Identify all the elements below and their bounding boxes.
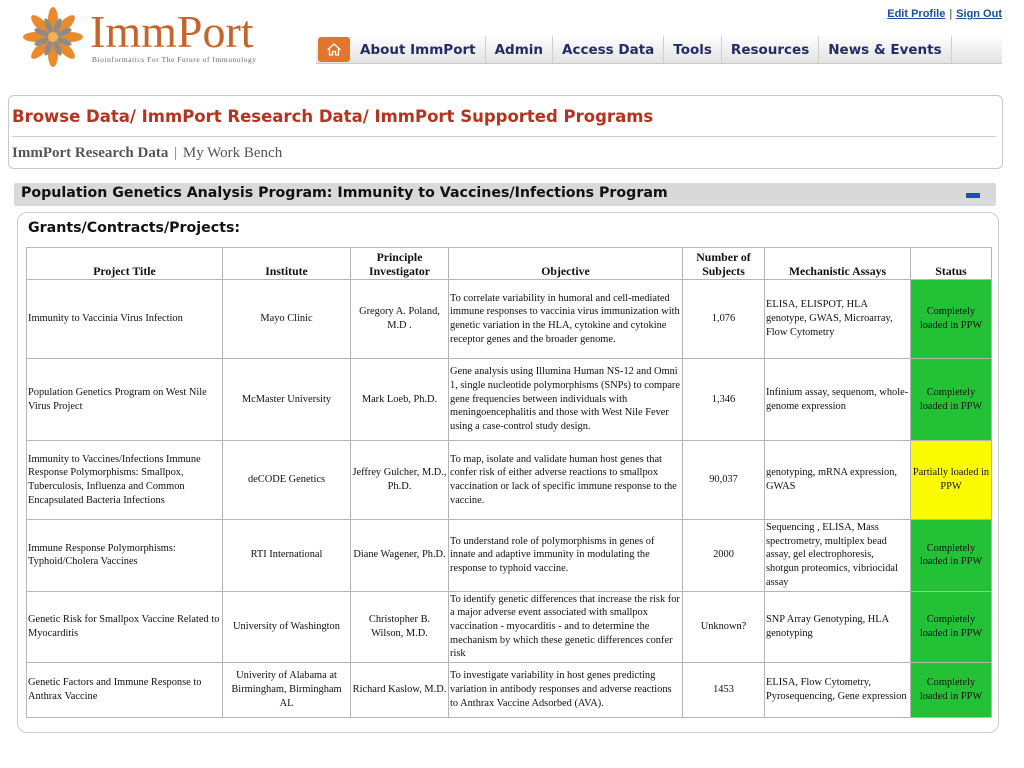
institute-cell: deCODE Genetics — [223, 441, 351, 520]
assays-cell: SNP Array Genotyping, HLA genotyping — [765, 591, 911, 663]
assays-cell: ELISA, Flow Cytometry, Pyrosequencing, Gene expression — [765, 663, 911, 718]
grants-table — [26, 247, 992, 718]
objective-cell: To correlate variability in humoral and cell-mediated immune responses to vaccinia virus immunization with genetic variation in the HLA, cytokine and cytokine receptor genes and the broader genome. — [449, 280, 683, 359]
logo-wordmark: ImmPort — [90, 6, 254, 57]
tab-separator: | — [174, 145, 178, 161]
home-button[interactable] — [318, 37, 350, 62]
objective-cell: Gene analysis using Illumina Human NS-12 and Omni 1, single nucleotide polymorphisms (SNPs) to compare gene frequencies between individuals with meningoencephalitis and those with West Nile Fever using a case-control study design. — [449, 359, 683, 441]
breadcrumb: Browse Data/ ImmPort Research Data/ ImmPort Supported Programs — [12, 107, 654, 126]
column-header: Number of Subjects — [683, 248, 765, 280]
project-title-cell: Immune Response Polymorphisms: Typhoid/Cholera Vaccines — [27, 520, 223, 592]
investigator-cell: Richard Kaslow, M.D. — [351, 663, 449, 718]
subjects-cell: 1,076 — [683, 280, 765, 359]
table-row — [27, 663, 992, 718]
project-title-cell: Immunity to Vaccinia Virus Infection — [27, 280, 223, 359]
project-title-cell: Immunity to Vaccines/Infections Immune Response Polymorphisms: Smallpox, Tuberculosis, Influenza and Common Encapsulated Bacteria Infections — [27, 441, 223, 520]
column-header: Objective — [449, 248, 683, 280]
status-badge: Completely loaded in PPW — [911, 280, 992, 359]
minus-icon[interactable] — [966, 193, 980, 198]
assays-cell: genotyping, mRNA expression, GWAS — [765, 441, 911, 520]
status-badge: Completely loaded in PPW — [911, 359, 992, 441]
subjects-cell: Unknown? — [683, 591, 765, 663]
program-section-header — [14, 183, 996, 206]
subjects-cell: 2000 — [683, 520, 765, 592]
logo-flower-icon — [22, 6, 84, 68]
investigator-cell: Christopher B. Wilson, M.D. — [351, 591, 449, 663]
workspace-tabs — [12, 145, 282, 162]
column-header: Status — [911, 248, 992, 280]
user-links-separator: | — [949, 8, 953, 20]
objective-cell: To understand role of polymorphisms in genes of innate and adaptive immunity in modulating the response to typhoid vaccine. — [449, 520, 683, 592]
table-row — [27, 520, 992, 592]
main-navbar — [316, 36, 1002, 64]
status-badge: Completely loaded in PPW — [911, 520, 992, 592]
assays-cell: ELISA, ELISPOT, HLA genotype, GWAS, Microarray, Flow Cytometry — [765, 280, 911, 359]
grants-heading: Grants/Contracts/Projects: — [28, 220, 241, 236]
objective-cell: To map, isolate and validate human host genes that confer risk of either adverse reactions to smallpox vaccination or lack of specific immune response to the vaccine. — [449, 441, 683, 520]
status-badge: Completely loaded in PPW — [911, 591, 992, 663]
nav-news-events[interactable]: News & Events — [819, 36, 951, 63]
status-badge: Partially loaded in PPW — [911, 441, 992, 520]
table-row — [27, 359, 992, 441]
objective-cell: To identify genetic differences that increase the risk for a major adverse event associated with smallpox vaccination - myocarditis - and to determine the mechanism by which these genetic differences confer risk — [449, 591, 683, 663]
edit-profile-link[interactable]: Edit Profile — [887, 8, 946, 20]
institute-cell: Mayo Clinic — [223, 280, 351, 359]
home-icon — [327, 43, 341, 56]
project-title-cell: Genetic Factors and Immune Response to Anthrax Vaccine — [27, 663, 223, 718]
table-row — [27, 441, 992, 520]
column-header: Mechanistic Assays — [765, 248, 911, 280]
objective-cell: To investigate variability in host genes predicting variation in antibody responses and adverse reactions to Anthrax Vaccine Adsorbed (AVA). — [449, 663, 683, 718]
assays-cell: Infinium assay, sequenom, whole-genome expression — [765, 359, 911, 441]
institute-cell: McMaster University — [223, 359, 351, 441]
grants-panel — [17, 212, 999, 733]
table-row — [27, 591, 992, 663]
nav-access-data[interactable]: Access Data — [553, 36, 664, 63]
user-links — [887, 8, 1002, 20]
investigator-cell: Gregory A. Poland, M.D . — [351, 280, 449, 359]
column-header: Institute — [223, 248, 351, 280]
subjects-cell: 1,346 — [683, 359, 765, 441]
breadcrumb-divider — [12, 136, 996, 137]
nav-about-immport[interactable]: About ImmPort — [351, 36, 486, 63]
institute-cell: RTI International — [223, 520, 351, 592]
program-title: Population Genetics Analysis Program: Immunity to Vaccines/Infections Program — [21, 185, 668, 201]
nav-admin[interactable]: Admin — [486, 36, 553, 63]
subjects-cell: 1453 — [683, 663, 765, 718]
project-title-cell: Population Genetics Program on West Nile Virus Project — [27, 359, 223, 441]
table-header-row — [27, 248, 992, 280]
institute-cell: University of Washington — [223, 591, 351, 663]
investigator-cell: Diane Wagener, Ph.D. — [351, 520, 449, 592]
status-badge: Completely loaded in PPW — [911, 663, 992, 718]
column-header: Principle Investigator — [351, 248, 449, 280]
breadcrumb-panel — [8, 95, 1003, 169]
immport-logo[interactable] — [22, 6, 294, 68]
investigator-cell: Mark Loeb, Ph.D. — [351, 359, 449, 441]
investigator-cell: Jeffrey Gulcher, M.D., Ph.D. — [351, 441, 449, 520]
nav-tools[interactable]: Tools — [664, 36, 722, 63]
sign-out-link[interactable]: Sign Out — [956, 8, 1002, 20]
institute-cell: Univerity of Alabama at Birmingham, Birmingham AL — [223, 663, 351, 718]
project-title-cell: Genetic Risk for Smallpox Vaccine Related to Myocarditis — [27, 591, 223, 663]
column-header: Project Title — [27, 248, 223, 280]
nav-resources[interactable]: Resources — [722, 36, 819, 63]
logo-tagline: Bioinformatics For The Future of Immunology — [92, 55, 257, 64]
table-row — [27, 280, 992, 359]
assays-cell: Sequencing , ELISA, Mass spectrometry, multiplex bead assay, gel electrophoresis, shotgun proteomics, vibriocidal assay — [765, 520, 911, 592]
tab-immport-research-data[interactable]: ImmPort Research Data — [12, 145, 169, 161]
subjects-cell: 90,037 — [683, 441, 765, 520]
tab-my-work-bench[interactable]: My Work Bench — [182, 145, 283, 161]
